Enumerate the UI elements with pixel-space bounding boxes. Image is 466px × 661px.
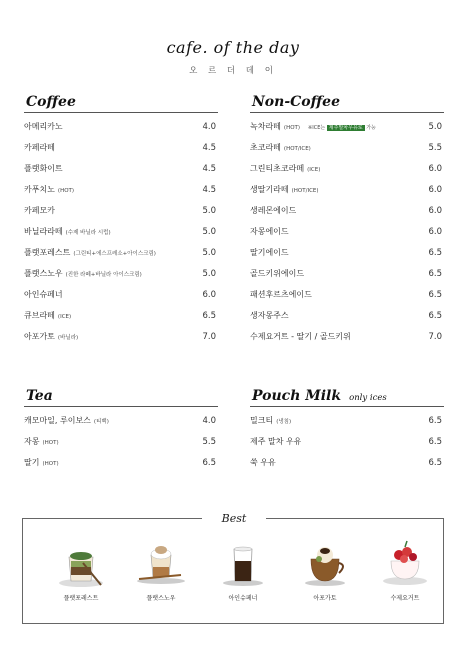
- menu-item-sub: (HOT): [42, 461, 59, 467]
- best-item: [283, 533, 367, 602]
- menu-item-label: 생레몬에이드: [250, 206, 297, 215]
- menu-item-label: 생자몽주스: [250, 311, 289, 320]
- menu-item-label: 바닐라라떼: [24, 227, 63, 236]
- menu-item-label: 자몽에이드: [250, 227, 289, 236]
- pouch-title: Pouch Milk: [252, 388, 342, 404]
- menu-item-price: 4.0: [202, 415, 216, 426]
- menu-item-sub: (HOT/ICE): [283, 146, 311, 152]
- menu-item-price: 4.5: [202, 184, 216, 195]
- menu-item-name: [250, 289, 312, 300]
- menu-item-sub: (HOT): [57, 188, 75, 194]
- menu-item: [250, 305, 444, 326]
- menu-item-price: 6.0: [428, 163, 442, 174]
- einspanner-icon: [201, 533, 285, 589]
- best-item-label: 아포가토: [313, 595, 337, 602]
- menu-item: [250, 116, 444, 137]
- menu-item-price: 6.5: [428, 310, 442, 321]
- tea-heading: Tea: [24, 386, 218, 407]
- coffee-section: [24, 92, 218, 347]
- menu-item-price: 6.5: [428, 457, 442, 468]
- menu-item-label: 그린티초코라떼: [250, 164, 305, 173]
- menu-item: [250, 221, 444, 242]
- best-item: [201, 533, 285, 602]
- menu-item-label: 플랫포레스트: [24, 248, 71, 257]
- menu-item-label: 딸기: [24, 458, 40, 467]
- menu-item-price: 6.0: [428, 184, 442, 195]
- menu-item-label: 플랫화이트: [24, 164, 63, 173]
- menu-item: [250, 158, 444, 179]
- menu-item-price: 7.0: [428, 331, 442, 342]
- menu-item-sub: (ICE): [307, 167, 321, 173]
- affogato-icon: [283, 533, 367, 589]
- menu-item-name: [250, 415, 291, 426]
- coffee-heading: Coffee: [24, 92, 218, 113]
- best-item: [39, 533, 123, 602]
- note-highlight: 제주말차우유로: [328, 125, 363, 131]
- menu-item-price: 5.0: [202, 226, 216, 237]
- menu-item: [250, 452, 444, 473]
- note-prefix: ※ICE는: [308, 125, 326, 131]
- pouch-heading: [250, 386, 444, 407]
- menu-item: [250, 326, 444, 347]
- menu-item-name: [250, 247, 289, 258]
- menu-item: [250, 410, 444, 431]
- menu-item-name: [24, 415, 109, 426]
- menu-item: [250, 137, 444, 158]
- menu-item: [24, 200, 218, 221]
- menu-item-price: 5.5: [202, 436, 216, 447]
- menu-item-label: 패션후르츠에이드: [250, 290, 312, 299]
- menu-item-price: 6.0: [428, 205, 442, 216]
- pouch-section: [250, 386, 444, 473]
- menu-item: [24, 284, 218, 305]
- menu-item-sub: (HOT): [283, 125, 301, 131]
- menu-item-label: 카페라떼: [24, 143, 55, 152]
- snow-latte-icon: [119, 533, 203, 589]
- best-item-label: 수제요거트: [390, 595, 420, 602]
- menu-item-sub: (바닐라): [57, 335, 79, 341]
- menu-item-name: [250, 226, 289, 237]
- menu-item-name: [250, 163, 320, 174]
- menu-item: [250, 200, 444, 221]
- menu-item-name: [250, 184, 319, 195]
- menu-item-sub: (HOT/ICE): [291, 188, 319, 194]
- menu-item-price: 4.0: [202, 121, 216, 132]
- menu-item-name: [24, 247, 156, 258]
- menu-item-label: 카푸치노: [24, 185, 55, 194]
- menu-item: [24, 221, 218, 242]
- menu-item-label: 골드키위에이드: [250, 269, 305, 278]
- menu-item: [24, 242, 218, 263]
- menu-item-note: [308, 125, 376, 131]
- menu-item-price: 6.5: [202, 310, 216, 321]
- menu-item-label: 플랫스노우: [24, 269, 63, 278]
- menu-item-name: [24, 163, 63, 174]
- menu-item-price: 6.0: [202, 289, 216, 300]
- menu-item-price: 7.0: [202, 331, 216, 342]
- menu-item-name: [24, 184, 74, 195]
- menu-item-price: 5.0: [428, 121, 442, 132]
- tea-section: [24, 386, 218, 473]
- page-subtitle: 오 르 더 데 이: [189, 66, 277, 76]
- best-item-label: 플랫스노우: [146, 595, 176, 602]
- menu-item: [24, 263, 218, 284]
- menu-item-label: 수제요거트 - 딸기 / 골드키위: [250, 332, 351, 341]
- menu-item-price: 6.5: [202, 457, 216, 468]
- menu-item-price: 6.5: [428, 436, 442, 447]
- menu-item-name: [250, 436, 301, 447]
- menu-item-price: 6.5: [428, 247, 442, 258]
- menu-item-label: 자몽: [24, 437, 40, 446]
- menu-item-sub: (그린티+에스프레소+아이스크림): [73, 251, 156, 257]
- menu-item-label: 카페모카: [24, 206, 55, 215]
- menu-item-label: 생딸기라떼: [250, 185, 289, 194]
- menu-item-name: [24, 289, 63, 300]
- noncoffee-section: [250, 92, 444, 347]
- menu-item-price: 6.0: [428, 226, 442, 237]
- menu-item-name: [250, 205, 296, 216]
- yogurt-icon: [363, 533, 447, 589]
- menu-item-label: 아메리카노: [24, 122, 63, 131]
- menu-item: [24, 326, 218, 347]
- menu-item-price: 6.5: [428, 415, 442, 426]
- menu-item-sub: (냉침): [276, 419, 292, 425]
- menu-item-name: [24, 268, 142, 279]
- menu-item-name: [24, 310, 71, 321]
- best-item-label: 플랫포레스트: [63, 595, 99, 602]
- menu-item-price: 5.0: [202, 247, 216, 258]
- menu-item-label: 녹차라떼: [250, 122, 281, 131]
- best-label: Best: [202, 511, 266, 527]
- menu-item-sub: (ICE): [57, 314, 72, 320]
- menu-item-name: [24, 331, 78, 342]
- menu-item-label: 아인슈페너: [24, 290, 63, 299]
- menu-item: [250, 431, 444, 452]
- menu-item-price: 6.5: [428, 268, 442, 279]
- menu-item: [24, 158, 218, 179]
- menu-item-name: [250, 457, 276, 468]
- menu-item: [24, 116, 218, 137]
- menu-item-name: [24, 121, 63, 132]
- menu-item: [24, 137, 218, 158]
- menu-item: [24, 452, 218, 473]
- forest-dessert-icon: [39, 533, 123, 589]
- menu-item-name: [250, 142, 311, 153]
- menu-item-name: [24, 205, 55, 216]
- menu-item-name: [24, 436, 59, 447]
- menu-item: [24, 410, 218, 431]
- menu-item-label: 아포가토: [24, 332, 55, 341]
- menu-item-price: 5.5: [428, 142, 442, 153]
- best-item-label: 아인슈페너: [228, 595, 258, 602]
- menu-item-label: 쑥 우유: [250, 458, 276, 467]
- best-box: [22, 518, 444, 624]
- best-item: [119, 533, 203, 602]
- menu-item-label: 초코라떼: [250, 143, 281, 152]
- menu-item: [250, 284, 444, 305]
- menu-item-price: 4.5: [202, 163, 216, 174]
- menu-item: [250, 179, 444, 200]
- menu-item-sub: (수제 바닐라 시럽): [65, 230, 111, 236]
- menu-item: [24, 431, 218, 452]
- menu-item-name: [250, 331, 351, 342]
- menu-item-label: 큐브라떼: [24, 311, 55, 320]
- best-item: [363, 533, 447, 602]
- menu-item-name: [24, 142, 55, 153]
- menu-item-name: [250, 310, 289, 321]
- noncoffee-heading: Non-Coffee: [250, 92, 444, 113]
- menu-item: [250, 263, 444, 284]
- menu-item-price: 5.0: [202, 205, 216, 216]
- menu-item: [24, 305, 218, 326]
- menu-item-name: [250, 121, 376, 132]
- menu-item-label: 제주 말차 우유: [250, 437, 302, 446]
- menu-item-sub: (HOT): [42, 440, 59, 446]
- note-suffix: 가능: [366, 125, 376, 131]
- best-items: [23, 533, 443, 623]
- menu-item-price: 5.0: [202, 268, 216, 279]
- menu-item-price: 4.5: [202, 142, 216, 153]
- menu-item-sub: (진한 라떼+바닐라 아이스크림): [65, 272, 142, 278]
- menu-item-price: 6.5: [428, 289, 442, 300]
- menu-item-name: [24, 457, 59, 468]
- menu-item-sub: (티백): [93, 419, 109, 425]
- menu-item-label: 캐모마일, 루이보스: [24, 416, 91, 425]
- pouch-note: only ices: [349, 393, 387, 403]
- page-title: cafe. of the day: [166, 38, 300, 57]
- menu-item-label: 딸기에이드: [250, 248, 289, 257]
- menu-item: [250, 242, 444, 263]
- menu-item-label: 밀크티: [250, 416, 274, 425]
- menu-item-name: [24, 226, 111, 237]
- menu-item-name: [250, 268, 304, 279]
- menu-item: [24, 179, 218, 200]
